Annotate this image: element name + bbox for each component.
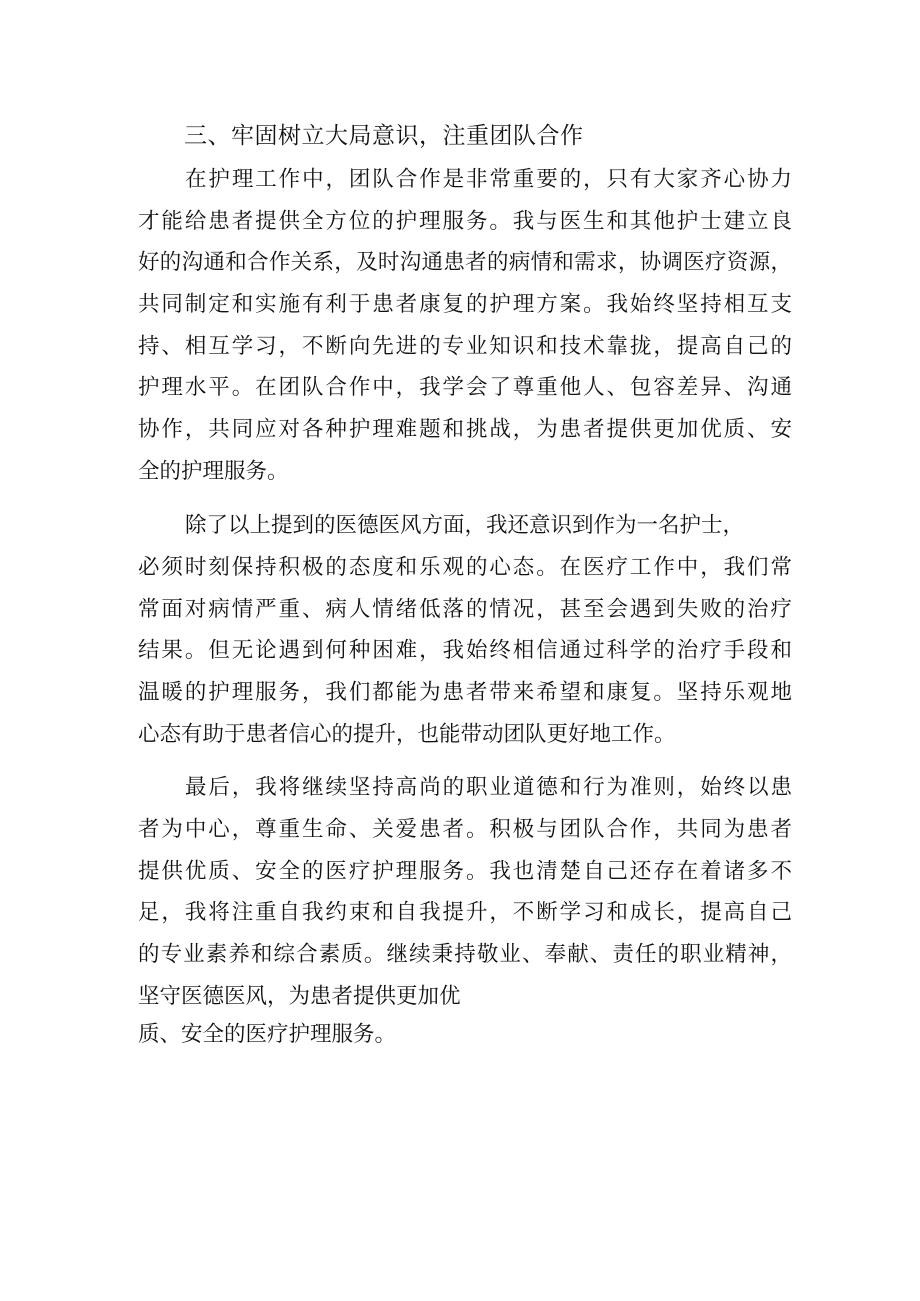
paragraph-1-line-7: 协作，共同应对各种护理难题和挑战，为患者提供更加优质、安: [138, 417, 792, 442]
paragraph-3-line-2: 者为中心，尊重生命、关爱患者。积极与团队合作，共同为患者: [138, 817, 792, 842]
paragraph-2-line-4: 结果。但无论遇到何种困难，我始终相信通过科学的治疗手段和: [138, 638, 792, 663]
paragraph-2-line-2: 必须时刻保持积极的态度和乐观的心态。在医疗工作中，我们常: [138, 555, 792, 580]
section-heading: 三、牢固树立大局意识，注重团队合作: [184, 123, 584, 149]
paragraph-1-line-4: 共同制定和实施有利于患者康复的护理方案。我始终坚持相互支: [138, 292, 792, 317]
paragraph-1-line-1: 在护理工作中，团队合作是非常重要的，只有大家齐心协力: [185, 167, 792, 192]
paragraph-2-line-6: 心态有助于患者信心的提升，也能带动团队更好地工作。: [138, 722, 676, 747]
paragraph-1-line-6: 护理水平。在团队合作中，我学会了尊重他人、包容差异、沟通: [138, 375, 792, 400]
paragraph-1-line-8: 全的护理服务。: [138, 459, 289, 484]
paragraph-1-line-3: 好的沟通和合作关系，及时沟通患者的病情和需求，协调医疗资源，: [138, 250, 792, 275]
paragraph-2-line-3: 常面对病情严重、病人情绪低落的情况，甚至会遇到失败的治疗: [138, 597, 792, 622]
paragraph-3-line-6: 坚守医德医风，为患者提供更加优: [138, 984, 461, 1009]
paragraph-3-line-5: 的专业素养和综合素质。继续秉持敬业、奉献、责任的职业精神，: [138, 942, 792, 967]
paragraph-3-line-4: 足，我将注重自我约束和自我提升，不断学习和成长，提高自己: [138, 900, 792, 925]
paragraph-3-line-7: 质、安全的医疗护理服务。: [138, 1022, 397, 1047]
paragraph-2-line-5: 温暖的护理服务，我们都能为患者带来希望和康复。坚持乐观地: [138, 680, 792, 705]
paragraph-3-line-1: 最后，我将继续坚持高尚的职业道德和行为准则，始终以患: [185, 775, 792, 800]
paragraph-1-line-5: 持、相互学习，不断向先进的专业知识和技术靠拢，提高自己的: [138, 334, 792, 359]
paragraph-2-line-1: 除了以上提到的医德医风方面，我还意识到作为一名护士，: [185, 513, 745, 538]
paragraph-3-line-3: 提供优质、安全的医疗护理服务。我也清楚自己还存在着诸多不: [138, 859, 792, 884]
paragraph-1-line-2: 才能给患者提供全方位的护理服务。我与医生和其他护士建立良: [138, 209, 792, 234]
